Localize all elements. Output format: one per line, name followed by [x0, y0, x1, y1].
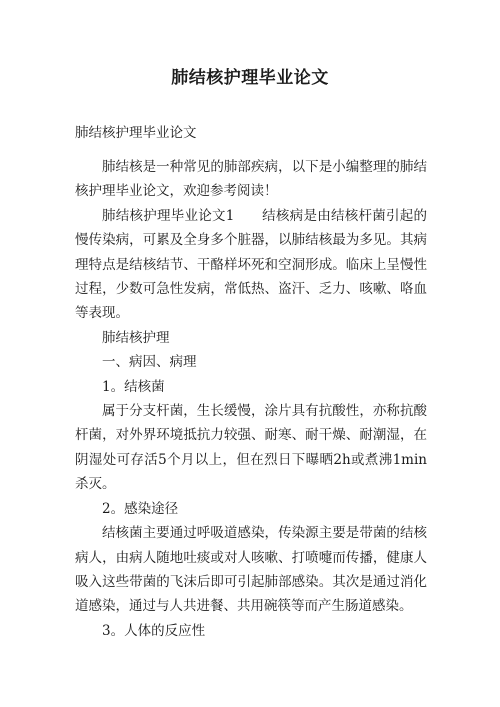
heading-etiology: 一、病因、病理	[102, 354, 197, 371]
document-subtitle: 肺结核护理毕业论文	[75, 125, 197, 141]
paragraph-bacteria: 属于分支杆菌，生长缓慢，涂片具有抗酸性，亦称抗酸杆菌，对外界环境抵抗力较强、耐寒、耐干燥、耐潮湿，在阴湿处可存活5个月以上，但在烈日下曝晒2h或煮沸1min杀灭。	[75, 403, 427, 493]
heading-nursing: 肺结核护理	[102, 329, 170, 346]
heading-infection-route: 2。感染途径	[102, 500, 179, 517]
paragraph-infection-route: 结核菌主要通过呼吸道感染，传染源主要是带菌的结核病人，由病人随地吐痰或对人咳嗽、打喷嚏而传播，健康人吸入这些带菌的飞沫后即可引起肺部感染。其次是通过消化道感染，通过与人共进餐、共用碗筷等而产生肠道感染。	[75, 525, 427, 615]
heading-body-reaction: 3。人体的反应性	[102, 622, 206, 639]
document-title: 肺结核护理毕业论文	[171, 68, 329, 88]
paragraph-intro: 肺结核是一种常见的肺部疾病，以下是小编整理的肺结核护理毕业论文，欢迎参考阅读！	[75, 159, 427, 200]
document-body	[75, 155, 427, 643]
paragraph-thesis-1: 肺结核护理毕业论文1 结核病是由结核杆菌引起的慢传染病，可累及全身多个脏器，以肺结核最为多见。其病理特点是结核结节、干酪样坏死和空洞形成。临床上呈慢性过程，少数可急性发病，常低热、盗汗、乏力、咳嗽、咯血等表现。	[75, 207, 427, 322]
heading-bacteria: 1。结核菌	[102, 378, 165, 395]
